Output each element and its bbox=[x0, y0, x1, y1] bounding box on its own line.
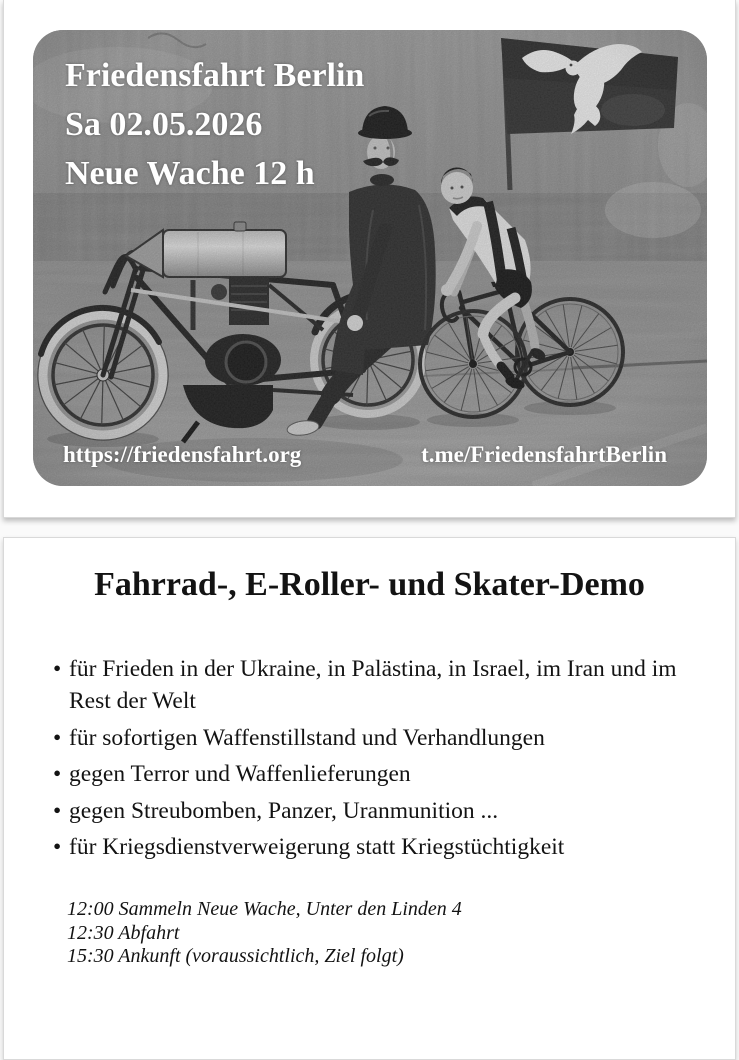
list-item: • für Frieden in der Ukraine, in Palästina, in Israel, im Iran und im Rest der Welt bbox=[69, 653, 724, 718]
list-item: • gegen Streubomben, Panzer, Uranmunition ... bbox=[69, 795, 724, 827]
demo-heading: Fahrrad-, E-Roller- und Skater-Demo bbox=[94, 566, 645, 603]
list-item: • für sofortigen Waffenstillstand und Verhandlungen bbox=[69, 722, 724, 754]
flyer-page-2 bbox=[3, 537, 736, 1060]
list-item: • für Kriegsdienstverweigerung statt Kriegstüchtigkeit bbox=[69, 831, 724, 863]
telegram-link[interactable]: t.me/FriedensfahrtBerlin bbox=[421, 442, 667, 467]
event-title bbox=[65, 51, 364, 198]
schedule-line: 12:30 Abfahrt bbox=[67, 921, 180, 944]
website-link[interactable]: https://friedensfahrt.org bbox=[63, 442, 302, 467]
schedule-line: 12:00 Sammeln Neue Wache, Unter den Linden 4 bbox=[67, 898, 462, 921]
schedule-line: 15:30 Ankunft (voraussichtlich, Ziel folgt) bbox=[67, 945, 404, 968]
title-line-2: Sa 02.05.2026 bbox=[65, 106, 263, 143]
link-bar bbox=[63, 443, 667, 466]
historic-photo bbox=[33, 30, 707, 486]
flyer-page-1 bbox=[3, 0, 736, 518]
title-line-3: Neue Wache 12 h bbox=[65, 155, 315, 192]
title-line-1: Friedensfahrt Berlin bbox=[65, 57, 365, 94]
list-item: • gegen Terror und Waffenlieferungen bbox=[69, 758, 724, 790]
schedule bbox=[67, 898, 735, 968]
demands-list bbox=[4, 653, 724, 863]
